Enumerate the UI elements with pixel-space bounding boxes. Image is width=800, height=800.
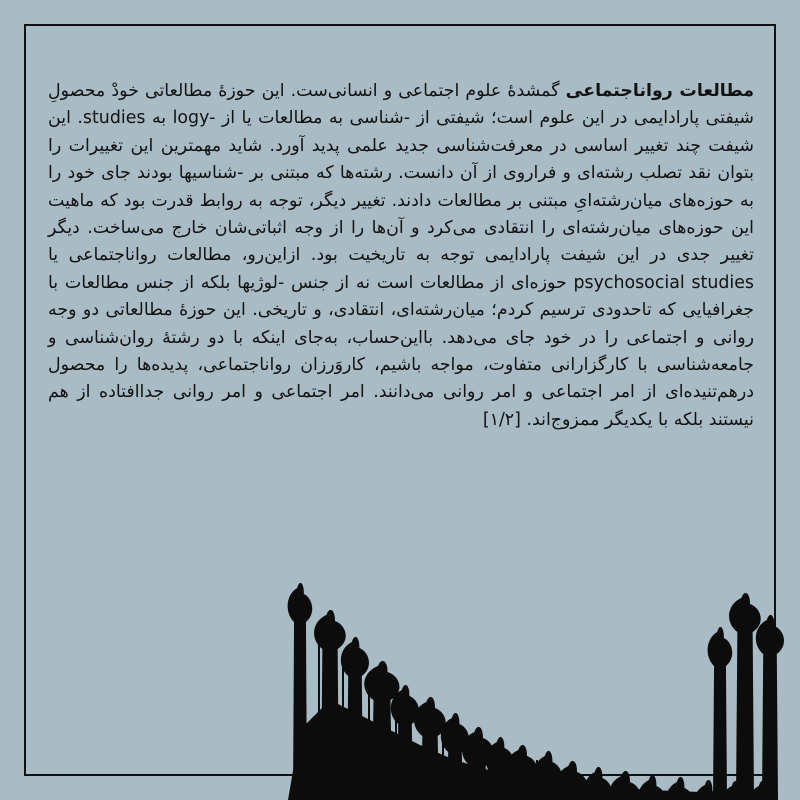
ink-drip <box>318 640 320 800</box>
ink-drip <box>368 680 370 800</box>
ink-brush-stroke <box>708 627 733 800</box>
ink-drip <box>442 728 444 800</box>
post-body-paragraph <box>48 78 754 434</box>
ink-drip <box>395 698 397 800</box>
ink-drip <box>490 748 492 800</box>
ink-brush-stroke <box>756 615 784 800</box>
ink-drip <box>536 760 538 800</box>
post-headline: مطالعات رواناجتماعی <box>565 81 755 101</box>
ink-brush-stroke <box>729 593 761 800</box>
ink-drip <box>342 662 344 800</box>
ink-brush-silhouettes-illustration <box>0 580 800 800</box>
post-body-text: گمشدهٔ علوم اجتماعی و انسانی‌ست. این حوزهٔ مطالعاتی خودْ محصولِ شیفتی پارادایمی در این علوم است؛ شیفتی از ‎-شناسی‎ به ‎مطالعات‎ یا از ‎logy-‎ به ‎studies‎. این شیفت چند تغییر اساسی در معرفت‌شناسی جدید علمی پدید آورد. شاید مهمترین این تغییرات را بتوان نقد تصلب رشته‌ای و فراروی از آن دانست. رشته‌ها که مبتنی بر ‎-شناسی‎ها بودند جای خود را به حوزه‌های میان‌رشته‌ایِ مبتنی بر مطالعات دادند. تغییر دیگر، توجه به روابط قدرت بود که ماهیت این حوزه‌های میان‌رشته‌ای را انتقادی می‌کرد و آن‌ها را از وجه اثباتی‌شان خارج می‌ساخت. دیگر تغییر جدی در این شیفت پارادایمی توجه به تاریخیت بود. ازاین‌رو، مطالعات رواناجتماعی یا ‎psychosocial studies‎ حوزه‌ای از مطالعات است نه از جنس ‎-لوژی‎ها بلکه از جنس مطالعات با جغرافیایی که تاحدودی ترسیم کردم؛ میان‌رشته‌ای، انتقادی، و تاریخی. این حوزهٔ مطالعاتی دو وجه روانی و اجتماعی را در خود جای می‌دهد. بااین‌حساب، به‌جای اینکه با دو رشتهٔ روان‌شناسی و جامعه‌شناسی با کارگزارانی متفاوت، مواجه باشیم، کاروَرزان رواناجتماعی، پدیده‌ها را محصول درهم‌تنیده‌ای از امر اجتماعی و امر روانی می‌دانند. امر اجتماعی و امر روانی جداافتاده از هم نیستند بلکه با یکدیگر ممزوج‌اند. [۱/۲] <box>48 81 755 430</box>
